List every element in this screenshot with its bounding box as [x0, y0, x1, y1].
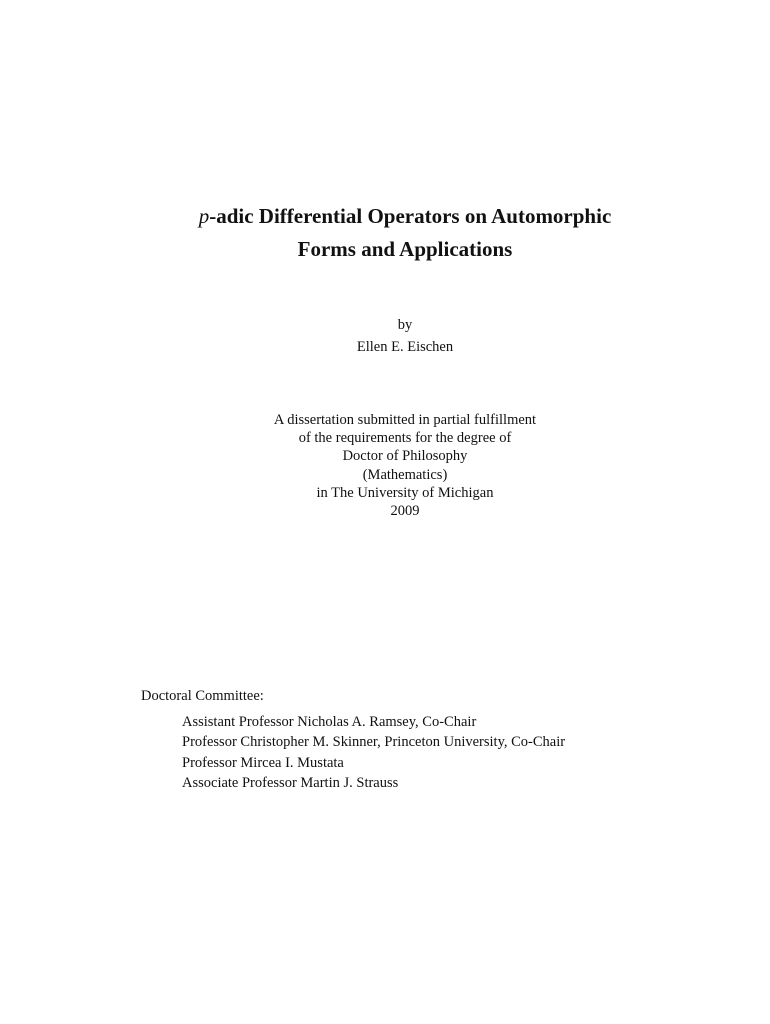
- statement-line: (Mathematics): [362, 466, 448, 483]
- statement-year: 2009: [390, 503, 420, 520]
- committee-list: [182, 712, 565, 794]
- degree-statement: [0, 411, 770, 520]
- statement-line: of the requirements for the degree of: [298, 430, 512, 447]
- title-line-2: Forms and Applications: [297, 237, 513, 261]
- byline: [0, 314, 770, 358]
- committee-member: Assistant Professor Nicholas A. Ramsey, Co-Chair: [182, 714, 477, 730]
- statement-line: A dissertation submitted in partial fulfillment: [273, 412, 537, 428]
- statement-line: Doctor of Philosophy: [342, 448, 468, 465]
- committee-heading: Doctoral Committee:: [141, 688, 264, 704]
- committee-member: Professor Christopher M. Skinner, Princeton University, Co-Chair: [182, 734, 566, 751]
- committee-member: Associate Professor Martin J. Strauss: [182, 775, 399, 792]
- title-line-1-rest: -adic Differential Operators on Automorphic: [209, 204, 612, 228]
- author-name: Ellen E. Eischen: [356, 339, 454, 355]
- statement-line: in The University of Michigan: [316, 484, 494, 501]
- committee-member: Professor Mircea I. Mustata: [182, 754, 344, 771]
- by-label: by: [397, 317, 413, 333]
- title-italic-p: p: [198, 204, 210, 228]
- title-line-1: [0, 200, 770, 233]
- dissertation-title: [0, 200, 770, 266]
